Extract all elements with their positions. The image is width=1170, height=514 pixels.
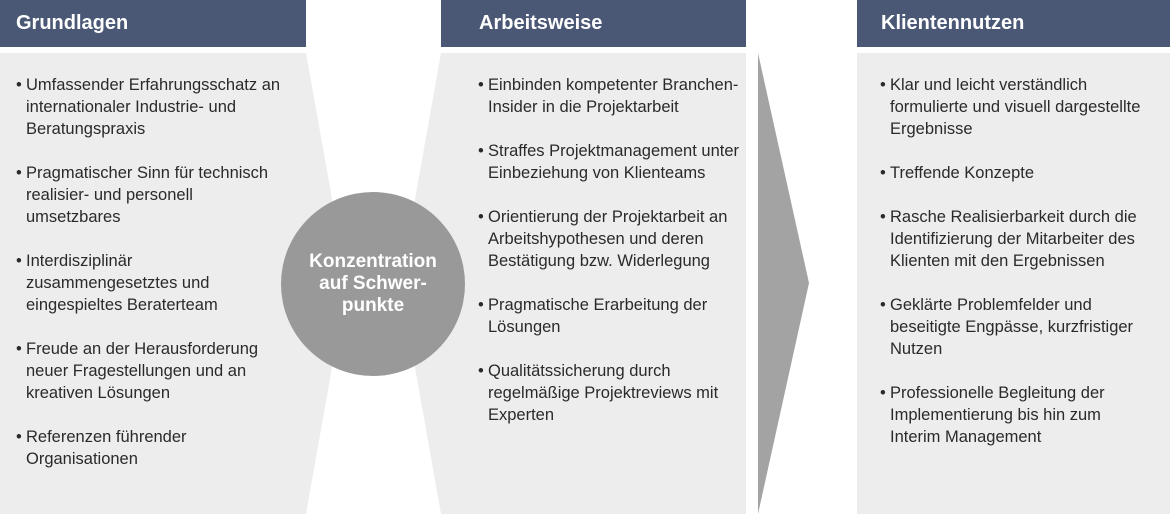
list-item: • Orientierung der Projektarbeit an Arbeitshypothesen und deren Bestätigung bzw. Widerlegung bbox=[478, 206, 740, 272]
list-item: • Straffes Projektmanagement unter Einbeziehung von Klienteams bbox=[478, 140, 740, 184]
list-item: • Qualitätssicherung durch regelmäßige Projektreviews mit Experten bbox=[478, 360, 740, 426]
arbeitsweise-title: Arbeitsweise bbox=[479, 12, 603, 34]
arbeitsweise-header bbox=[441, 0, 746, 47]
list-item: • Pragmatischer Sinn für technisch realisier- und personell umsetzbares bbox=[16, 162, 286, 228]
list-item: • Treffende Konzepte bbox=[880, 162, 1155, 184]
list-item: • Freude an der Herausforderung neuer Fragestellungen und an kreativen Lösungen bbox=[16, 338, 286, 404]
list-item: • Interdisziplinär zusammengesetztes und eingespieltes Beraterteam bbox=[16, 250, 286, 316]
list-item: • Rasche Realisierbarkeit durch die Identifizierung der Mitarbeiter des Klienten mit den Ergebnissen bbox=[880, 206, 1155, 272]
grundlagen-header bbox=[0, 0, 306, 47]
list-item: • Klar und leicht verständlich formulierte und visuell dargestellte Ergebnisse bbox=[880, 74, 1155, 140]
list-item: • Professionelle Begleitung der Implementierung bis hin zum Interim Management bbox=[880, 382, 1155, 448]
focus-circle-label: Konzentration auf Schwer- punkte bbox=[309, 251, 437, 316]
klientennutzen-title: Klientennutzen bbox=[881, 12, 1025, 34]
grundlagen-list bbox=[16, 74, 286, 492]
klientennutzen-header bbox=[857, 0, 1170, 47]
grundlagen-title: Grundlagen bbox=[16, 12, 129, 34]
list-item: • Geklärte Problemfelder und beseitigte Engpässe, kurzfristiger Nutzen bbox=[880, 294, 1155, 360]
arbeitsweise-list bbox=[478, 74, 740, 448]
focus-circle bbox=[281, 192, 465, 376]
list-item: • Einbinden kompetenter Branchen-Insider in die Projektarbeit bbox=[478, 74, 740, 118]
list-item: • Pragmatische Erarbeitung der Lösungen bbox=[478, 294, 740, 338]
list-item: • Referenzen führender Organisationen bbox=[16, 426, 286, 470]
klientennutzen-list bbox=[880, 74, 1155, 470]
process-arrow bbox=[758, 53, 809, 514]
list-item: • Umfassender Erfahrungsschatz an internationaler Industrie- und Beratungspraxis bbox=[16, 74, 286, 140]
